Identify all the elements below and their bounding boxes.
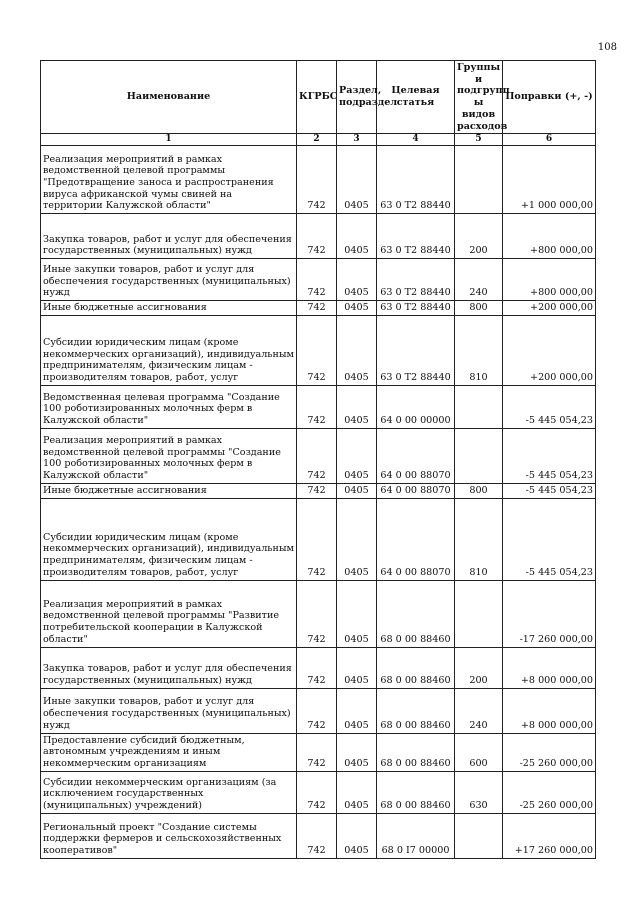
row-target: 68 0 00 88460 [377, 771, 455, 813]
row-section: 0405 [337, 385, 377, 428]
row-target: 63 0 Т2 88440 [377, 315, 455, 385]
row-group: 200 [455, 214, 503, 259]
row-kgrbs: 742 [297, 580, 337, 647]
row-group [455, 428, 503, 483]
row-section: 0405 [337, 688, 377, 733]
row-amount: +17 260 000,00 [503, 813, 596, 858]
row-amount: -5 445 054,23 [503, 385, 596, 428]
row-group [455, 385, 503, 428]
row-amount: +200 000,00 [503, 315, 596, 385]
row-kgrbs: 742 [297, 259, 337, 301]
row-section: 0405 [337, 483, 377, 498]
row-target: 63 0 Т2 88440 [377, 146, 455, 214]
row-amount: +200 000,00 [503, 301, 596, 316]
row-kgrbs: 742 [297, 498, 337, 580]
table-row [41, 771, 596, 813]
row-group: 810 [455, 315, 503, 385]
table-row [41, 428, 596, 483]
row-section: 0405 [337, 146, 377, 214]
table-row [41, 214, 596, 259]
row-group: 600 [455, 733, 503, 771]
row-target: 63 0 Т2 88440 [377, 259, 455, 301]
row-kgrbs: 742 [297, 647, 337, 688]
row-name: Субсидии некоммерческим организациям (за исключением государственных (муниципальных) учреждений) [41, 771, 297, 813]
row-section: 0405 [337, 498, 377, 580]
page-number: 108 [597, 42, 617, 53]
row-kgrbs: 742 [297, 385, 337, 428]
table-row [41, 733, 596, 771]
row-target: 63 0 Т2 88440 [377, 301, 455, 316]
row-kgrbs: 742 [297, 428, 337, 483]
budget-amendments-table [40, 60, 596, 859]
row-amount: +1 000 000,00 [503, 146, 596, 214]
row-group: 630 [455, 771, 503, 813]
table-row [41, 580, 596, 647]
row-name: Реализация мероприятий в рамках ведомственной целевой программы "Создание 100 роботизированных молочных ферм в Калужской области" [41, 428, 297, 483]
row-section: 0405 [337, 771, 377, 813]
row-group [455, 146, 503, 214]
row-kgrbs: 742 [297, 771, 337, 813]
table-row [41, 483, 596, 498]
header-section: Раздел, подраздел [337, 61, 377, 134]
table-row [41, 647, 596, 688]
header-target: Целевая статья [377, 61, 455, 134]
row-name: Предоставление субсидий бюджетным, автономным учреждениям и иным некоммерческим организациям [41, 733, 297, 771]
table-row [41, 385, 596, 428]
row-name: Иные бюджетные ассигнования [41, 301, 297, 316]
col-number-3: 3 [337, 134, 377, 146]
row-amount: +800 000,00 [503, 259, 596, 301]
row-amount: -25 260 000,00 [503, 771, 596, 813]
row-target: 68 0 I7 00000 [377, 813, 455, 858]
row-group [455, 813, 503, 858]
row-group [455, 580, 503, 647]
row-target: 64 0 00 00000 [377, 385, 455, 428]
row-name: Иные закупки товаров, работ и услуг для обеспечения государственных (муниципальных) нужд [41, 259, 297, 301]
row-group: 240 [455, 688, 503, 733]
row-kgrbs: 742 [297, 301, 337, 316]
row-group: 810 [455, 498, 503, 580]
col-number-5: 5 [455, 134, 503, 146]
row-kgrbs: 742 [297, 733, 337, 771]
row-name: Субсидии юридическим лицам (кроме некоммерческих организаций), индивидуальным предпринимателям, физическим лицам - производителям товаров, работ, услуг [41, 315, 297, 385]
row-name: Реализация мероприятий в рамках ведомственной целевой программы "Предотвращение заноса и распространения вируса африканской чумы свиней на территории Калужской области" [41, 146, 297, 214]
header-amend: Поправки (+, -) [503, 61, 596, 134]
row-section: 0405 [337, 428, 377, 483]
row-target: 64 0 00 88070 [377, 428, 455, 483]
row-amount: +8 000 000,00 [503, 688, 596, 733]
row-target: 68 0 00 88460 [377, 647, 455, 688]
row-name: Региональный проект "Создание системы поддержки фермеров и сельскохозяйственных кооперативов" [41, 813, 297, 858]
row-kgrbs: 742 [297, 483, 337, 498]
row-section: 0405 [337, 733, 377, 771]
row-section: 0405 [337, 580, 377, 647]
table-row [41, 259, 596, 301]
table-row [41, 498, 596, 580]
header-name: Наименование [41, 61, 297, 134]
row-name: Иные бюджетные ассигнования [41, 483, 297, 498]
row-target: 68 0 00 88460 [377, 580, 455, 647]
table-row [41, 688, 596, 733]
row-group: 800 [455, 301, 503, 316]
table-row [41, 301, 596, 316]
row-group: 800 [455, 483, 503, 498]
row-target: 64 0 00 88070 [377, 498, 455, 580]
row-section: 0405 [337, 647, 377, 688]
row-amount: -17 260 000,00 [503, 580, 596, 647]
row-kgrbs: 742 [297, 214, 337, 259]
header-kgrbs: КГРБС [297, 61, 337, 134]
table-row [41, 813, 596, 858]
header-groups: Группы и подгрупп ы видов расходов [455, 61, 503, 134]
row-name: Иные закупки товаров, работ и услуг для обеспечения государственных (муниципальных) нужд [41, 688, 297, 733]
table-row [41, 315, 596, 385]
row-target: 64 0 00 88070 [377, 483, 455, 498]
row-group: 240 [455, 259, 503, 301]
row-name: Закупка товаров, работ и услуг для обеспечения государственных (муниципальных) нужд [41, 214, 297, 259]
row-section: 0405 [337, 214, 377, 259]
row-amount: +800 000,00 [503, 214, 596, 259]
row-amount: -5 445 054,23 [503, 428, 596, 483]
col-number-6: 6 [503, 134, 596, 146]
row-amount: -25 260 000,00 [503, 733, 596, 771]
col-number-1: 1 [41, 134, 297, 146]
row-kgrbs: 742 [297, 688, 337, 733]
col-number-2: 2 [297, 134, 337, 146]
row-name: Реализация мероприятий в рамках ведомственной целевой программы "Развитие потребительской кооперации в Калужской области" [41, 580, 297, 647]
row-section: 0405 [337, 259, 377, 301]
row-target: 63 0 Т2 88440 [377, 214, 455, 259]
row-kgrbs: 742 [297, 813, 337, 858]
row-target: 68 0 00 88460 [377, 688, 455, 733]
row-name: Закупка товаров, работ и услуг для обеспечения государственных (муниципальных) нужд [41, 647, 297, 688]
row-amount: +8 000 000,00 [503, 647, 596, 688]
col-number-4: 4 [377, 134, 455, 146]
table-row [41, 146, 596, 214]
row-section: 0405 [337, 301, 377, 316]
row-section: 0405 [337, 813, 377, 858]
row-section: 0405 [337, 315, 377, 385]
row-kgrbs: 742 [297, 146, 337, 214]
row-kgrbs: 742 [297, 315, 337, 385]
row-group: 200 [455, 647, 503, 688]
row-name: Ведомственная целевая программа "Создание 100 роботизированных молочных ферм в Калужской области" [41, 385, 297, 428]
row-amount: -5 445 054,23 [503, 483, 596, 498]
row-amount: -5 445 054,23 [503, 498, 596, 580]
row-name: Субсидии юридическим лицам (кроме некоммерческих организаций), индивидуальным предпринимателям, физическим лицам - производителям товаров, работ, услуг [41, 498, 297, 580]
row-target: 68 0 00 88460 [377, 733, 455, 771]
